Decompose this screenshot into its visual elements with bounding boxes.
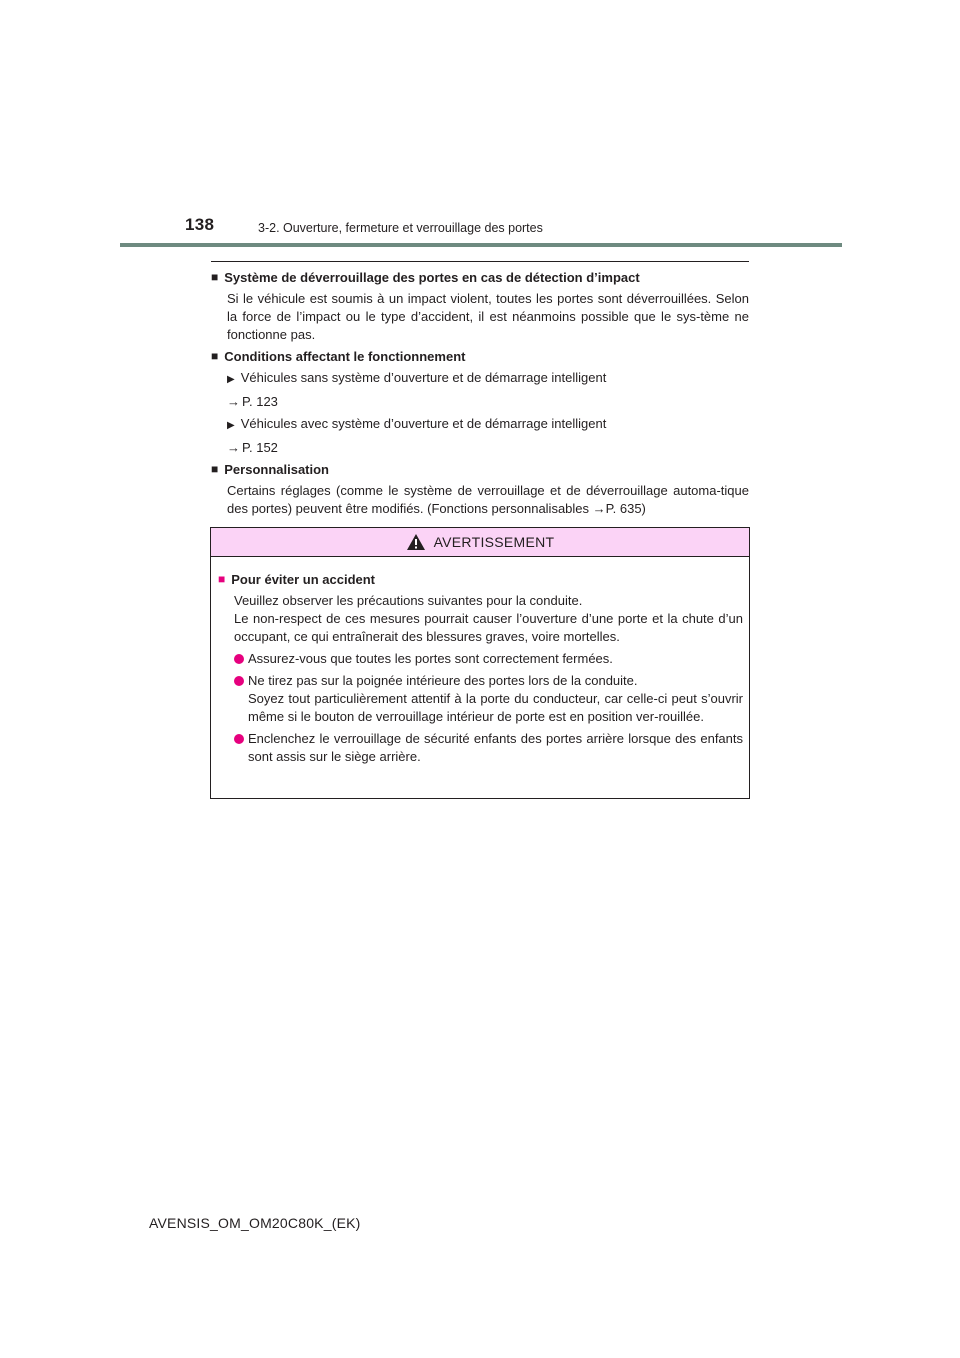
page-reference-text[interactable]: P. 635)	[605, 501, 646, 516]
paragraph: Si le véhicule est soumis à un impact violent, toutes les portes sont déverrouillées. Selon la force de l’impact ou le type d’accident, il est néanmoins possible que le sys-tème ne fonctionne pas.	[227, 291, 749, 342]
warning-box	[210, 527, 750, 799]
square-bullet-icon: ■	[211, 349, 219, 363]
square-bullet-icon: ■	[211, 462, 219, 476]
square-bullet-icon: ■	[211, 270, 219, 284]
paragraph: Veuillez observer les précautions suivantes pour la conduite.	[234, 593, 583, 608]
sub-item	[227, 369, 749, 389]
circle-bullet-icon	[234, 676, 244, 686]
heading-text: Pour éviter un accident	[231, 572, 376, 587]
section-title: 3-2. Ouverture, fermeture et verrouillage des portes	[258, 221, 543, 235]
section-heading	[211, 461, 749, 479]
heading-text: Conditions affectant le fonctionnement	[224, 349, 466, 364]
arrow-right-icon: →	[227, 440, 240, 455]
list-item-text: Enclenchez le verrouillage de sécurité enfants des portes arrière lorsque des enfants sont assis sur le siège arrière.	[248, 731, 743, 764]
triangle-bullet-icon: ▶	[227, 420, 235, 431]
heading-text: Personnalisation	[224, 462, 329, 477]
circle-bullet-icon	[234, 734, 244, 744]
page-reference-text[interactable]: P. 152	[242, 440, 278, 455]
arrow-right-icon: →	[227, 394, 240, 409]
page-reference-text[interactable]: P. 123	[242, 394, 278, 409]
square-bullet-icon: ■	[218, 572, 226, 586]
content-rule	[211, 261, 749, 262]
list-item	[234, 650, 743, 668]
main-content	[211, 269, 749, 522]
page-reference[interactable]	[227, 439, 749, 457]
paragraph-text: Certains réglages (comme le système de verrouillage et de déverrouillage automa-tique des portes) peuvent être modifiés. (Fonctions personnalisables	[227, 483, 749, 516]
warning-heading	[218, 571, 743, 589]
list-item-text: Assurez-vous que toutes les portes sont correctement fermées.	[248, 651, 613, 666]
triangle-bullet-icon: ▶	[227, 374, 235, 385]
sub-item-text: Véhicules avec système d’ouverture et de démarrage intelligent	[240, 416, 607, 431]
warning-title: AVERTISSEMENT	[433, 534, 555, 550]
list-item	[234, 730, 743, 766]
footer-code: AVENSIS_OM_OM20C80K_(EK)	[149, 1215, 361, 1231]
sub-item	[227, 415, 749, 435]
circle-bullet-icon	[234, 654, 244, 664]
list-item	[234, 672, 743, 726]
arrow-right-icon: →	[592, 501, 606, 516]
section-heading	[211, 269, 749, 287]
section-heading	[211, 348, 749, 366]
header-rule	[120, 243, 842, 247]
warning-triangle-icon	[406, 533, 426, 551]
page-number: 138	[185, 215, 215, 234]
paragraph: Le non-respect de ces mesures pourrait causer l’ouverture d’une porte et la chute d’un occupant, ce qui entraînerait des blessures graves, voire mortelles.	[234, 611, 743, 644]
paragraph	[227, 482, 749, 518]
page-reference[interactable]	[227, 393, 749, 411]
warning-header	[211, 528, 749, 557]
list-item-text: Soyez tout particulièrement attentif à la porte du conducteur, car celle-ci peut s’ouvrir même si le bouton de verrouillage intérieur de porte est en position ver-rouillée.	[248, 691, 743, 724]
warning-body	[211, 557, 749, 766]
heading-text: Système de déverrouillage des portes en cas de détection d’impact	[224, 270, 640, 285]
sub-item-text: Véhicules sans système d’ouverture et de démarrage intelligent	[240, 370, 607, 385]
list-item-text: Ne tirez pas sur la poignée intérieure des portes lors de la conduite.	[248, 673, 638, 688]
